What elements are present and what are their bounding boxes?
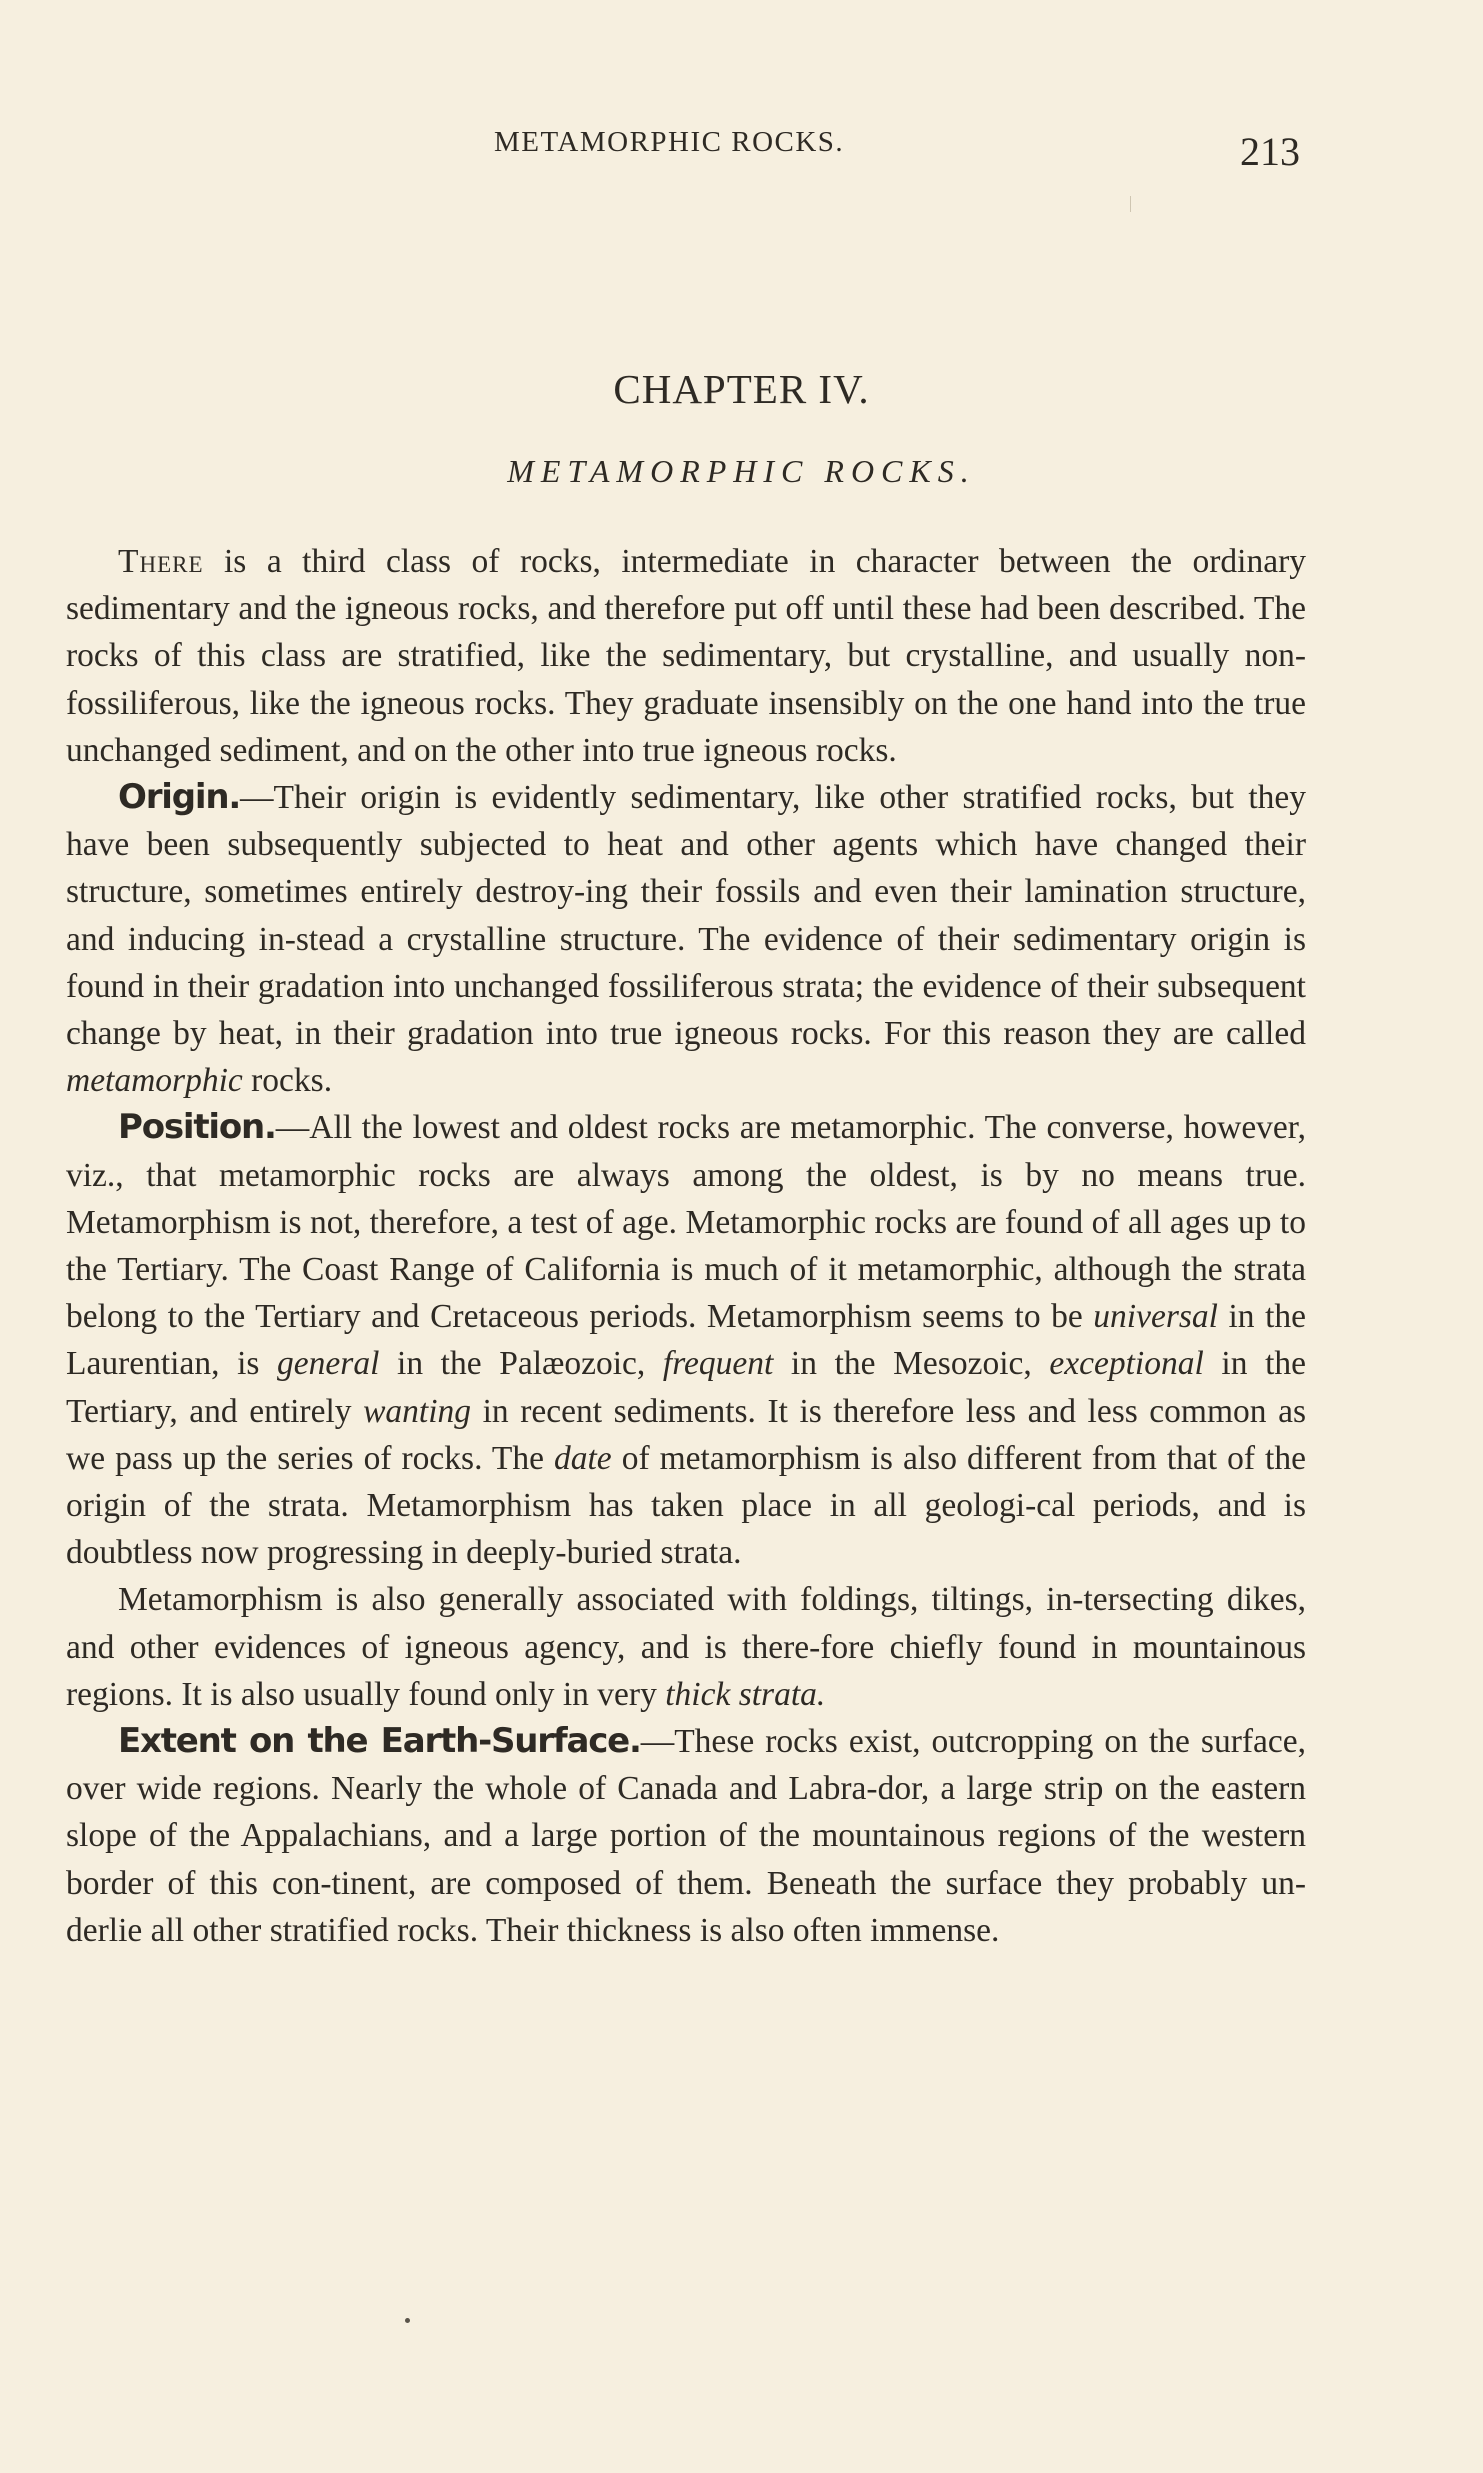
running-header xyxy=(0,118,1483,178)
italic-term: exceptional xyxy=(1049,1345,1204,1383)
paragraph-intro xyxy=(66,538,1306,774)
section-heading-position: Position. xyxy=(118,1107,276,1148)
lead-word: There xyxy=(118,543,204,580)
chapter-subtitle: METAMORPHIC ROCKS. xyxy=(507,453,976,489)
paragraph-text: rocks. xyxy=(242,1062,333,1100)
italic-term: general xyxy=(277,1345,380,1383)
italic-term: frequent xyxy=(662,1345,774,1383)
paragraph-text: is a third class of rocks, intermediate in character between the ordinary sedimentary and the igneous rocks, and therefore put off until these had been described. The rocks of this class are stratified, like the sedimentary, but crystalline, and usually non-fossiliferous, like the igneous rocks. They graduate insensibly on the one hand into the true unchanged sediment, and on the other into true igneous rocks. xyxy=(66,543,1306,769)
paragraph-extent xyxy=(66,1718,1306,1954)
paragraph-text: in recent sediments. It is therefore less and less common as we pass up the series of rocks. The xyxy=(66,1392,1306,1477)
paragraph-text: in the Tertiary, and entirely xyxy=(66,1345,1306,1430)
chapter-title: CHAPTER IV. xyxy=(613,366,870,412)
margin-mark xyxy=(1130,196,1131,212)
paragraph-position xyxy=(66,1104,1306,1576)
paragraph-text: —Their origin is evidently sedimentary, like other stratified rocks, but they have been subsequently subjected to heat and other agents which have changed their structure, sometimes entirely destroy-ing their fossils and even their lamination structure, and inducing in-stead a crystalline structure. The evidence of their sedimentary origin is found in their gradation into unchanged fossiliferous strata; the evidence of their subsequent change by heat, in their gradation into true igneous rocks. For this reason they are called xyxy=(66,779,1306,1053)
section-heading-extent: Extent on the Earth-Surface. xyxy=(118,1721,641,1762)
running-title: METAMORPHIC ROCKS. xyxy=(494,126,845,158)
italic-term: metamorphic xyxy=(66,1062,243,1100)
page-number: 213 xyxy=(1240,129,1300,174)
paragraph-text: Metamorphism is also generally associated with foldings, tiltings, in-tersecting dikes, and other evidences of igneous agency, and is there-fore chiefly found in mountainous regions. It is also usually found only in very xyxy=(66,1581,1306,1713)
paragraph-text: in the Mesozoic, xyxy=(773,1345,1050,1383)
paragraph-text: —These rocks exist, outcropping on the surface, over wide regions. Nearly the whole of Canada and Labra-dor, a large strip on the eastern slope of the Appalachians, and a large portion of the mountainous regions of the western border of this con-tinent, are composed of them. Beneath the surface they probably un-derlie all other stratified rocks. Their thickness is also often immense. xyxy=(66,1723,1306,1949)
paragraph-text: in the Palæozoic, xyxy=(379,1345,663,1383)
italic-term: date xyxy=(553,1439,612,1477)
italic-term: universal xyxy=(1093,1298,1218,1336)
italic-term: wanting xyxy=(363,1392,472,1430)
body-text xyxy=(66,538,1306,1954)
paragraph-metamorphism xyxy=(66,1576,1306,1718)
paragraph-text: —All the lowest and oldest rocks are metamorphic. The converse, however, viz., that metamorphic rocks are always among the oldest, is by no means true. Metamorphism is not, therefore, a test of age. Metamorphic rocks are found of all ages up to the Tertiary. The Coast Range of California is much of it metamorphic, although the strata belong to the Tertiary and Cretaceous periods. Metamorphism seems to be xyxy=(66,1109,1306,1336)
paragraph-origin xyxy=(66,774,1306,1104)
paragraph-text: of metamorphism is also different from that of the origin of the strata. Metamorphism has taken place in all geologi-cal periods, and is doubtless now progressing in deeply-buried strata. xyxy=(66,1439,1306,1572)
ink-dot xyxy=(405,2318,410,2323)
italic-term: thick strata. xyxy=(665,1675,826,1713)
paragraph-text: in the Laurentian, is xyxy=(66,1298,1306,1383)
section-heading-origin: Origin. xyxy=(118,777,241,818)
